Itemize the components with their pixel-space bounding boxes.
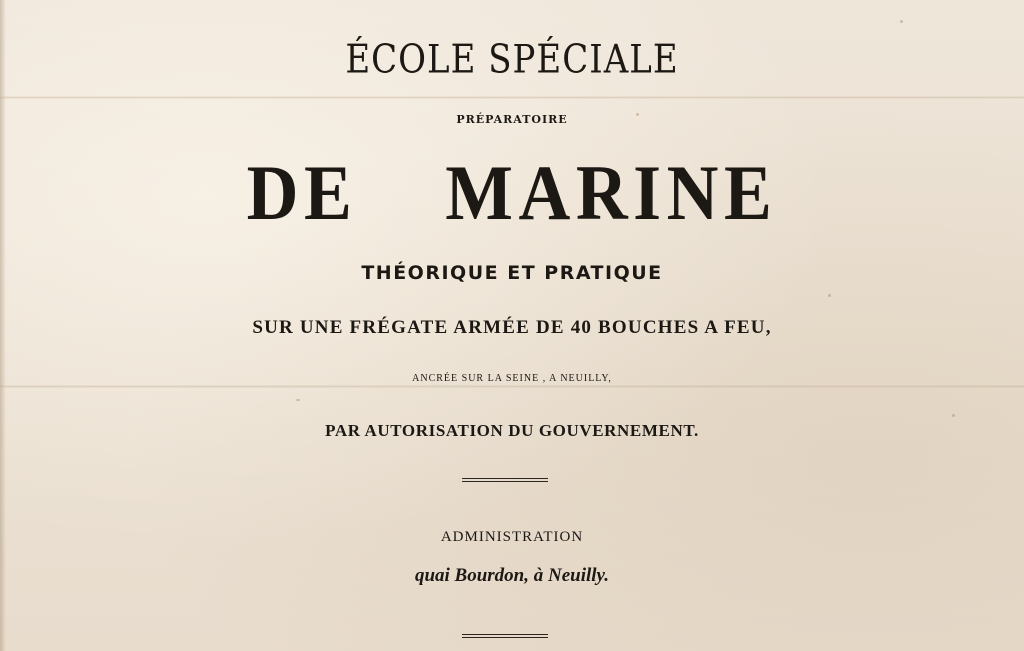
paper-fold-line <box>0 385 1024 388</box>
location-line: ANCRÉE SUR LA SEINE , A NEUILLY, <box>412 373 612 384</box>
authorization-line: PAR AUTORISATION DU GOUVERNEMENT. <box>325 421 699 440</box>
divider-rule <box>462 478 548 482</box>
administration-heading: ADMINISTRATION <box>440 529 584 545</box>
main-title-de-marine: DE MARINE <box>246 149 778 236</box>
address-line: quai Bourdon, à Neuilly. <box>414 565 610 586</box>
paper-speck <box>952 414 955 417</box>
description-fregate: SUR UNE FRÉGATE ARMÉE DE 40 BOUCHES A FEU, <box>252 317 772 338</box>
title-ecole-speciale: ÉCOLE SPÉCIALE <box>345 37 679 83</box>
paper-fold-line <box>0 96 1024 99</box>
divider-rule-bottom <box>462 634 548 638</box>
subheading-theorique: THÉORIQUE ET PRATIQUE <box>361 262 663 284</box>
paper-speck <box>828 294 831 297</box>
paper-speck <box>296 399 300 401</box>
subtitle-preparatoire: PRÉPARATOIRE <box>456 113 568 126</box>
paper-speck <box>900 20 903 23</box>
